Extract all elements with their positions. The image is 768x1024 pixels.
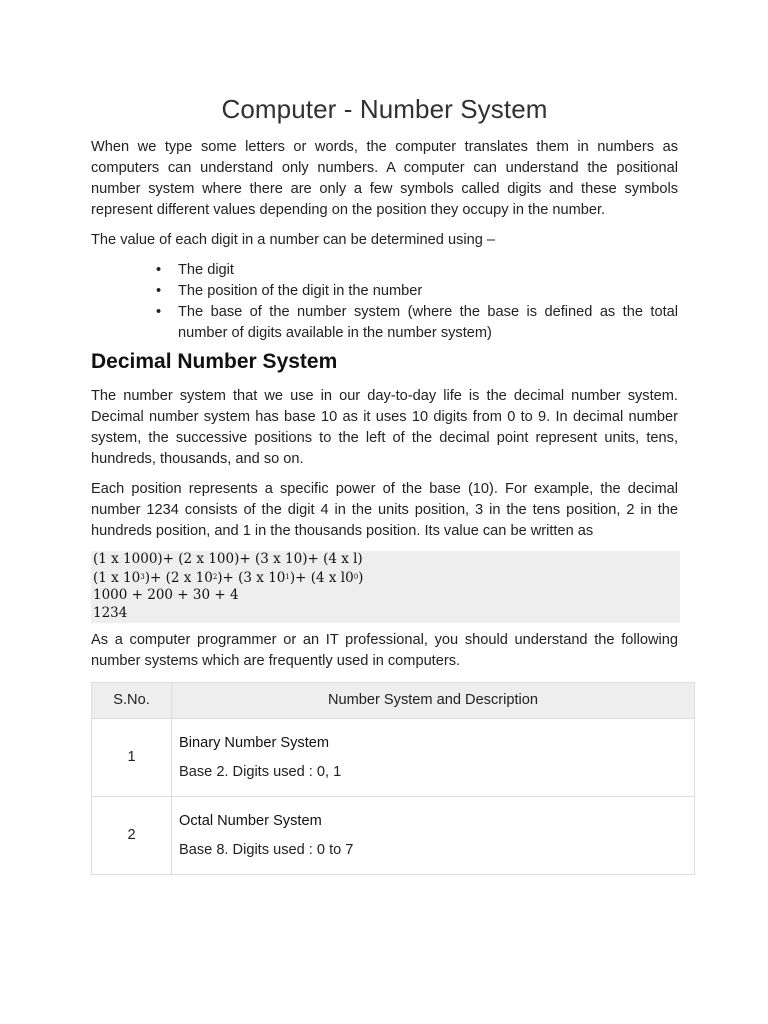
system-name: Octal Number System <box>179 812 322 829</box>
intro-paragraph: When we type some letters or words, the computer translates them in numbers as computers can understand only numbers. A computer can understand the positional number system where there are only a few symbols called digits and these symbols represent different values depending on the position they occupy in the number. <box>91 139 678 218</box>
system-base: Base 2. Digits used : 0, 1 <box>179 763 342 780</box>
header-sno: S.No. <box>92 682 172 718</box>
number-systems-table <box>91 682 695 875</box>
decimal-heading: Decimal Number System <box>91 350 338 373</box>
decimal-paragraph-2: Each position represents a specific power of the base (10). For example, the decimal number 1234 consists of the digit 4 in the units position, 3 in the tens position, 2 in the hundreds position, and 1 in the thousands position. Its value can be written as <box>91 481 678 539</box>
row-sno: 1 <box>92 718 172 796</box>
digit-value-list <box>91 260 678 344</box>
value-intro-paragraph: The value of each digit in a number can be determined using – <box>91 232 496 248</box>
list-item: • The position of the digit in the number <box>178 281 678 302</box>
bullet-icon: • <box>156 304 162 320</box>
row-description <box>172 718 695 796</box>
table-row <box>92 718 695 796</box>
as-programmer-paragraph: As a computer programmer or an IT professional, you should understand the following number systems which are frequently used in computers. <box>91 631 678 669</box>
header-description: Number System and Description <box>172 682 695 718</box>
bullet-icon: • <box>156 283 162 299</box>
system-name: Binary Number System <box>179 734 330 751</box>
expansion-code-block <box>91 551 680 623</box>
table-header-row <box>92 682 695 718</box>
code-line-4: 1234 <box>93 605 128 622</box>
decimal-paragraph-1: The number system that we use in our day-to-day life is the decimal number system. Decimal number system has base 10 as it uses 10 digits from 0 to 9. In decimal number system, the successive positions to the left of the decimal point represent units, tens, hundreds, thousands, and so on. <box>91 388 678 467</box>
system-base: Base 8. Digits used : 0 to 7 <box>179 841 354 858</box>
document-page <box>91 94 678 875</box>
table-row <box>92 796 695 874</box>
code-line-2: (1 x $10^3)+ (2$ x $10^2)+ (3$ x $10^1)+ (4$ x $l0^0$) <box>93 569 364 586</box>
code-line-3: 1000 + 200 + 30 + 4 <box>93 587 239 604</box>
row-description <box>172 796 695 874</box>
row-sno: 2 <box>92 796 172 874</box>
list-item: • The base of the number system (where the base is defined as the total number of digits available in the number system) <box>156 304 678 341</box>
list-item: • The digit <box>178 260 678 281</box>
code-line-1: (1 x 1000)+ (2 x 100)+ (3 x 10)+ (4 x l) <box>93 551 363 567</box>
page-title: Computer - Number System <box>221 94 548 124</box>
bullet-icon: • <box>156 262 162 278</box>
